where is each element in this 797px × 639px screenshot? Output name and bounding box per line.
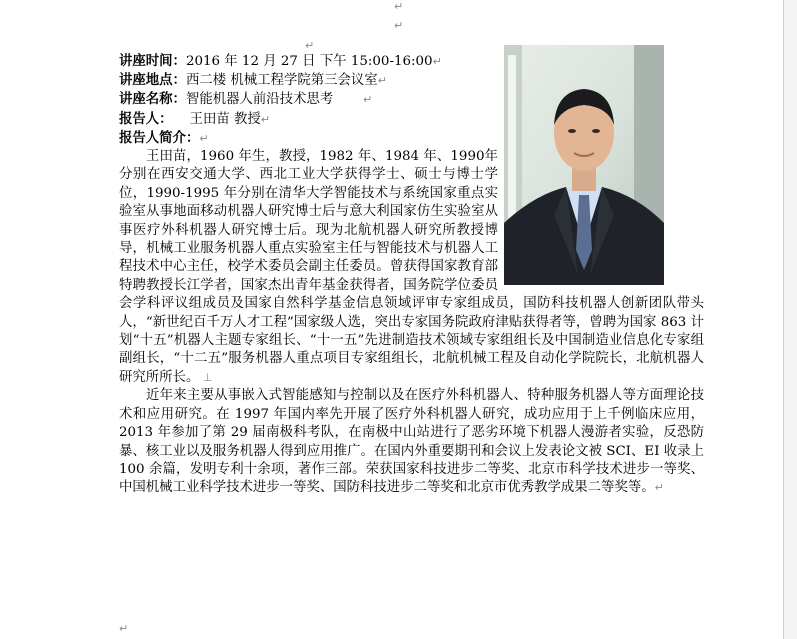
bio-paragraph-1-container — [119, 148, 704, 498]
header-time — [119, 52, 704, 71]
bio-paragraph-1 — [119, 148, 704, 387]
header-label: 讲座名称： — [119, 91, 186, 108]
bio-paragraph-text: 王田苗，1960 年生，教授，1982 年、1984 年、1990年分别在西安交通大学、西北工业大学获得学士、硕士与博士学位，1990-1995 年分别在清华大学智能技术与系统国家重点实验室从事地面移动机器人研究博士后与意大利国家仿生实验室从事医疗外科机器人研究博士后。现为北航机器人研究所教授博导，机械工业服务机器人重点实验室主任与智能技术与机器人工程技术中心主任，校学术委员会副主任委员。曾获得国家教育部特聘教授长江学者，国家杰出青年基金获得者，国务院学位委员会学科评议组成员及国家自然科学基金信息领域评审专家组成员，国防科技机器人创新团队带头人，“新世纪百千万人才工程”国家级人选，突出专家国务院政府津贴获得者等，曾聘为国家 863 计划“十五”机器人主题专家组长、“十一五”先进制造技术领域专家组组长及中国制造业信息化专家组副组长，“十二五”服务机器人重点项目专家组组长，北航机械工程及自动化学院院长，北航机器人研究所所长。 — [119, 149, 704, 385]
paragraph-mark: ↵ — [394, 0, 404, 13]
window-right-border — [783, 0, 797, 639]
paragraph-mark: ↵ — [377, 74, 387, 88]
header-label: 报告人： — [119, 110, 173, 127]
paragraph-mark: ↵ — [432, 55, 442, 68]
paragraph-mark: ↵ — [119, 622, 129, 635]
header-label: 报告人简介： — [119, 129, 200, 146]
header-value: 2016 年 12 月 27 日 下午 15:00-16:00 — [185, 54, 433, 69]
document-page — [119, 52, 704, 498]
paragraph-mark: ↵ — [199, 131, 209, 145]
header-location — [119, 71, 704, 90]
bio-paragraph-2 — [119, 387, 704, 497]
paragraph-mark: ↵ — [260, 112, 271, 126]
header-label: 讲座地点： — [119, 72, 186, 89]
header-value: 西二楼 机械工程学院第三会议室 — [185, 73, 378, 89]
paragraph-mark: ↵ — [305, 39, 315, 52]
header-label: 讲座时间： — [119, 53, 186, 69]
paragraph-mark: ↵ — [394, 19, 404, 32]
header-speaker — [119, 110, 704, 129]
header-bio-label — [119, 129, 704, 148]
header-value: 王田苗 教授 — [189, 111, 261, 127]
header-title — [119, 90, 704, 109]
bio-paragraph-text: 近年来主要从事嵌入式智能感知与控制以及在医疗外科机器人、特种服务机器人等方面理论技术和应用研究。在 1997 年国内率先开展了医疗外科机器人研究，成功应用于上千例临床应用，2013 年参加了第 29 届南极科考队，在南极中山站进行了恶劣环境下机器人漫游者实验，反恐防暴、核工业以及服务机器人得到应用推广。在国内外重要期刊和会议上发表论文被 SCI、EI 收录上 100 余篇，发明专利十余项，著作三部。荣获国家科技进步二等奖、北京市科学技术进步一等奖、中国机械工业科学技术进步一等奖、国防科技进步二等奖和北京市优秀教学成果二等奖等。 — [119, 388, 704, 496]
paragraph-mark: ↵ — [654, 481, 664, 495]
paragraph-mark: ↵ — [363, 93, 373, 107]
paragraph-mark: ⊥ — [199, 370, 213, 384]
photo-wrap-spacer — [498, 148, 704, 284]
header-value: 智能机器人前沿技术思考 — [185, 92, 334, 108]
